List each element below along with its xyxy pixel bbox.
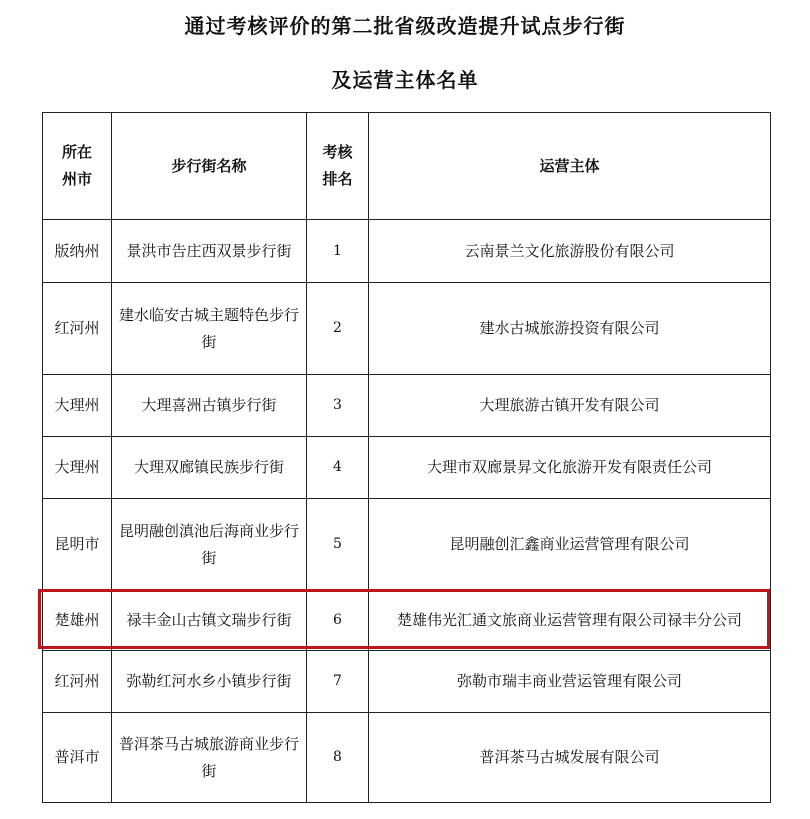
cell-rank: 1 bbox=[307, 220, 369, 283]
cell-street: 禄丰金山古镇文瑞步行街 bbox=[112, 591, 307, 651]
cell-city: 大理州 bbox=[43, 437, 112, 499]
cell-operator: 弥勒市瑞丰商业营运管理有限公司 bbox=[369, 651, 771, 713]
cell-street: 景洪市告庄西双景步行街 bbox=[112, 220, 307, 283]
cell-operator: 楚雄伟光汇通文旅商业运营管理有限公司禄丰分公司 bbox=[369, 591, 771, 651]
cell-rank: 5 bbox=[307, 499, 369, 591]
header-city-line1: 所在 bbox=[61, 143, 92, 161]
cell-rank: 2 bbox=[307, 283, 369, 375]
cell-city: 楚雄州 bbox=[43, 591, 112, 651]
cell-city: 红河州 bbox=[43, 283, 112, 375]
cell-street: 昆明融创滇池后海商业步行街 bbox=[112, 499, 307, 591]
cell-operator: 大理市双廊景昇文化旅游开发有限责任公司 bbox=[369, 437, 771, 499]
cell-operator: 云南景兰文化旅游股份有限公司 bbox=[369, 220, 771, 283]
cell-operator: 大理旅游古镇开发有限公司 bbox=[369, 375, 771, 437]
cell-rank: 7 bbox=[307, 651, 369, 713]
header-city bbox=[43, 113, 112, 220]
cell-operator: 普洱茶马古城发展有限公司 bbox=[369, 713, 771, 803]
header-rank bbox=[307, 113, 369, 220]
street-list-table bbox=[42, 112, 771, 803]
cell-city: 昆明市 bbox=[43, 499, 112, 591]
header-operator: 运营主体 bbox=[369, 113, 771, 220]
cell-city: 版纳州 bbox=[43, 220, 112, 283]
header-rank-line2: 排名 bbox=[322, 170, 353, 188]
header-street: 步行街名称 bbox=[112, 113, 307, 220]
table-row bbox=[43, 220, 771, 283]
table-header-row bbox=[43, 113, 771, 220]
table-row bbox=[43, 437, 771, 499]
cell-city: 大理州 bbox=[43, 375, 112, 437]
cell-street: 弥勒红河水乡小镇步行街 bbox=[112, 651, 307, 713]
cell-city: 普洱市 bbox=[43, 713, 112, 803]
cell-city: 红河州 bbox=[43, 651, 112, 713]
table-row bbox=[43, 713, 771, 803]
table-row bbox=[43, 283, 771, 375]
cell-rank: 6 bbox=[307, 591, 369, 651]
cell-rank: 8 bbox=[307, 713, 369, 803]
cell-street: 大理喜洲古镇步行街 bbox=[112, 375, 307, 437]
cell-street: 大理双廊镇民族步行街 bbox=[112, 437, 307, 499]
table-row bbox=[43, 375, 771, 437]
cell-rank: 3 bbox=[307, 375, 369, 437]
cell-rank: 4 bbox=[307, 437, 369, 499]
table-row bbox=[43, 499, 771, 591]
cell-operator: 昆明融创汇鑫商业运营管理有限公司 bbox=[369, 499, 771, 591]
cell-street: 普洱茶马古城旅游商业步行街 bbox=[112, 713, 307, 803]
header-rank-line1: 考核 bbox=[322, 143, 353, 161]
header-city-line2: 州市 bbox=[61, 170, 92, 188]
document-title-line2: 及运营主体名单 bbox=[331, 68, 479, 92]
table-row bbox=[43, 651, 771, 713]
table-row-highlighted bbox=[43, 591, 771, 651]
document-title-line1: 通过考核评价的第二批省级改造提升试点步行街 bbox=[184, 14, 626, 38]
cell-operator: 建水古城旅游投资有限公司 bbox=[369, 283, 771, 375]
cell-street: 建水临安古城主题特色步行街 bbox=[112, 283, 307, 375]
